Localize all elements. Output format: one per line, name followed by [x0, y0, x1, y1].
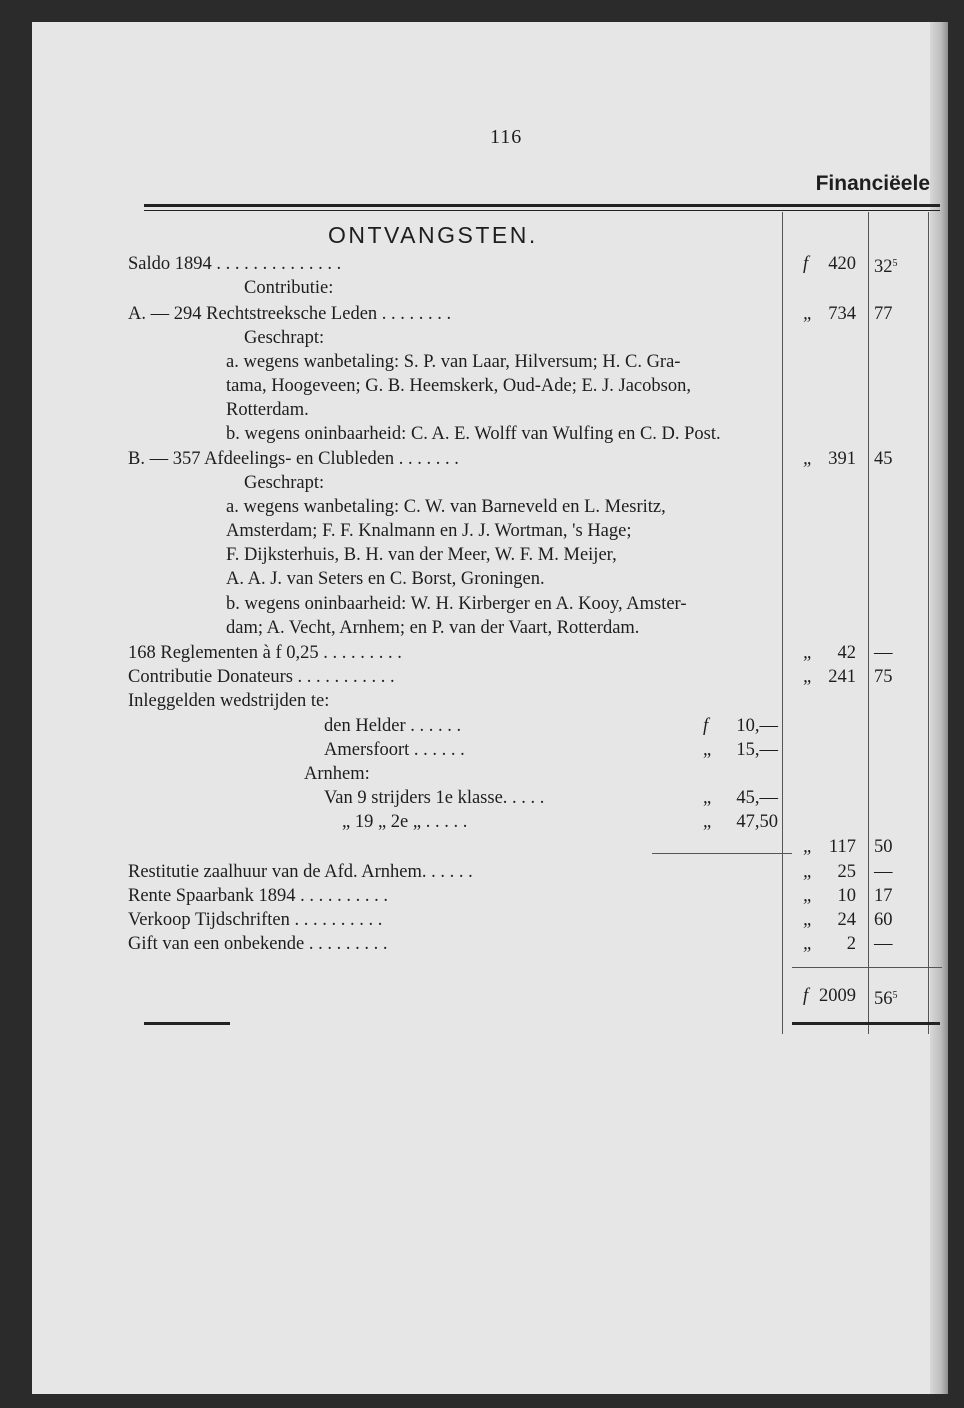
table-row [32, 302, 948, 326]
row-currency: „ [803, 934, 814, 954]
row-label: Gift van een onbekende . . . . . . . . . [128, 934, 388, 954]
table-row [32, 276, 948, 300]
row-label: Van 9 strijders 1e klasse. . . . . [324, 788, 545, 808]
row-amount: 117 [828, 837, 856, 857]
row-label: b. wegens oninbaarheid: W. H. Kirberger en A. Kooy, Amster- [226, 594, 687, 614]
row-currency: „ [803, 667, 814, 687]
row-currency: „ [803, 837, 814, 857]
row-cents: 50 [874, 837, 893, 857]
table-row [32, 738, 948, 762]
row-cents: 77 [874, 304, 893, 324]
table-row [32, 350, 948, 374]
row-label: den Helder . . . . . . [324, 716, 462, 736]
row-amount: 420 [828, 254, 856, 274]
table-row [32, 398, 948, 422]
page-number: 116 [490, 126, 523, 148]
section-label: Financiëele [815, 172, 930, 195]
table-row [32, 908, 948, 932]
row-label: A. — 294 Rechtstreeksche Leden . . . . . . . . [128, 304, 452, 324]
row-cents: 45 [874, 449, 893, 469]
row-label: Contributie Donateurs . . . . . . . . . . . [128, 667, 395, 687]
table-row [32, 641, 948, 665]
row-label: a. wegens wanbetaling: S. P. van Laar, Hilversum; H. C. Gra- [226, 352, 681, 372]
row-currency: „ [803, 886, 814, 906]
inner-amount: 47,50 [736, 812, 778, 832]
row-amount: 42 [837, 643, 856, 663]
row-label: Geschrapt: [244, 328, 325, 348]
row-label: Restitutie zaalhuur van de Afd. Arnhem. . . . . . [128, 862, 473, 882]
row-amount: 24 [837, 910, 856, 930]
table-row [32, 495, 948, 519]
table-row [32, 616, 948, 640]
table-row [32, 689, 948, 713]
total-rule [792, 967, 942, 968]
row-label: F. Dijksterhuis, B. H. van der Meer, W. F. M. Meijer, [226, 545, 617, 565]
row-currency: „ [803, 304, 814, 324]
row-label: b. wegens oninbaarheid: C. A. E. Wolff van Wulfing en C. D. Post. [226, 424, 721, 444]
table-row [32, 786, 948, 810]
inner-currency: „ [703, 812, 712, 832]
row-currency: „ [803, 910, 814, 930]
section-heading: ONTVANGSTEN. [328, 222, 538, 248]
row-cents: 60 [874, 910, 893, 930]
total-row [32, 984, 948, 1008]
total-cents: $56^5$ [874, 989, 898, 1009]
row-label: Rente Spaarbank 1894 . . . . . . . . . . [128, 886, 388, 906]
table-row [32, 592, 948, 616]
table-row [32, 326, 948, 350]
inner-amount: 45,— [736, 788, 778, 808]
inner-currency: „ [703, 740, 712, 760]
table-row [32, 567, 948, 591]
table-row [32, 374, 948, 398]
row-label: A. A. J. van Seters en C. Borst, Groningen. [226, 569, 545, 589]
table-row [32, 543, 948, 567]
row-amount: 2 [846, 934, 856, 954]
inner-currency: „ [703, 788, 712, 808]
total-currency: f [803, 986, 809, 1006]
inner-currency: f [703, 716, 709, 736]
table-row [32, 252, 948, 276]
row-amount: 391 [828, 449, 856, 469]
row-cents: 75 [874, 667, 893, 687]
row-label: Amersfoort . . . . . . [324, 740, 465, 760]
row-amount: 25 [837, 862, 856, 882]
row-label: Inleggelden wedstrijden te: [128, 691, 330, 711]
table-row [32, 714, 948, 738]
row-cents: — [874, 862, 893, 882]
row-label: Saldo 1894 . . . . . . . . . . . . . . [128, 254, 342, 274]
table-row [32, 884, 948, 908]
row-label: „ 19 „ 2e „ . . . . . [342, 812, 468, 832]
table-row [32, 810, 948, 834]
row-cents: — [874, 643, 893, 663]
table-row [32, 422, 948, 446]
scanned-page [32, 22, 948, 1394]
row-amount: 734 [828, 304, 856, 324]
row-label: Amsterdam; F. F. Knalmann en J. J. Wortman, 's Hage; [226, 521, 632, 541]
row-label: Contributie: [244, 278, 334, 298]
top-rule-thick [144, 204, 940, 207]
row-cents: $32^5$ [874, 257, 898, 277]
row-label: Arnhem: [304, 764, 370, 784]
table-row [32, 519, 948, 543]
table-row [32, 932, 948, 956]
table-row [32, 471, 948, 495]
table-row [32, 860, 948, 884]
row-currency: „ [803, 643, 814, 663]
row-label: tama, Hoogeveen; G. B. Heemskerk, Oud-Ade; E. J. Jacobson, [226, 376, 691, 396]
total-amount: 2009 [819, 986, 856, 1006]
table-row [32, 447, 948, 471]
bottom-rule-right [792, 1022, 940, 1025]
row-label: B. — 357 Afdeelings- en Clubleden . . . . . . . [128, 449, 459, 469]
subtotal-rule [652, 853, 792, 854]
row-amount: 10 [837, 886, 856, 906]
table-row [32, 835, 948, 859]
bottom-rule-left [144, 1022, 230, 1025]
table-row [32, 762, 948, 786]
top-rule-thin [144, 210, 940, 211]
row-currency: „ [803, 449, 814, 469]
row-label: dam; A. Vecht, Arnhem; en P. van der Vaart, Rotterdam. [226, 618, 640, 638]
row-currency: f [803, 254, 809, 274]
inner-amount: 15,— [736, 740, 778, 760]
table-row [32, 665, 948, 689]
row-cents: 17 [874, 886, 893, 906]
row-currency: „ [803, 862, 814, 882]
inner-amount: 10,— [736, 716, 778, 736]
row-label: a. wegens wanbetaling: C. W. van Barneveld en L. Mesritz, [226, 497, 666, 517]
row-label: Geschrapt: [244, 473, 325, 493]
row-amount: 241 [828, 667, 856, 687]
row-cents: — [874, 934, 893, 954]
row-label: Rotterdam. [226, 400, 309, 420]
row-label: Verkoop Tijdschriften . . . . . . . . . . [128, 910, 383, 930]
row-label: 168 Reglementen à f 0,25 . . . . . . . . . [128, 643, 402, 663]
